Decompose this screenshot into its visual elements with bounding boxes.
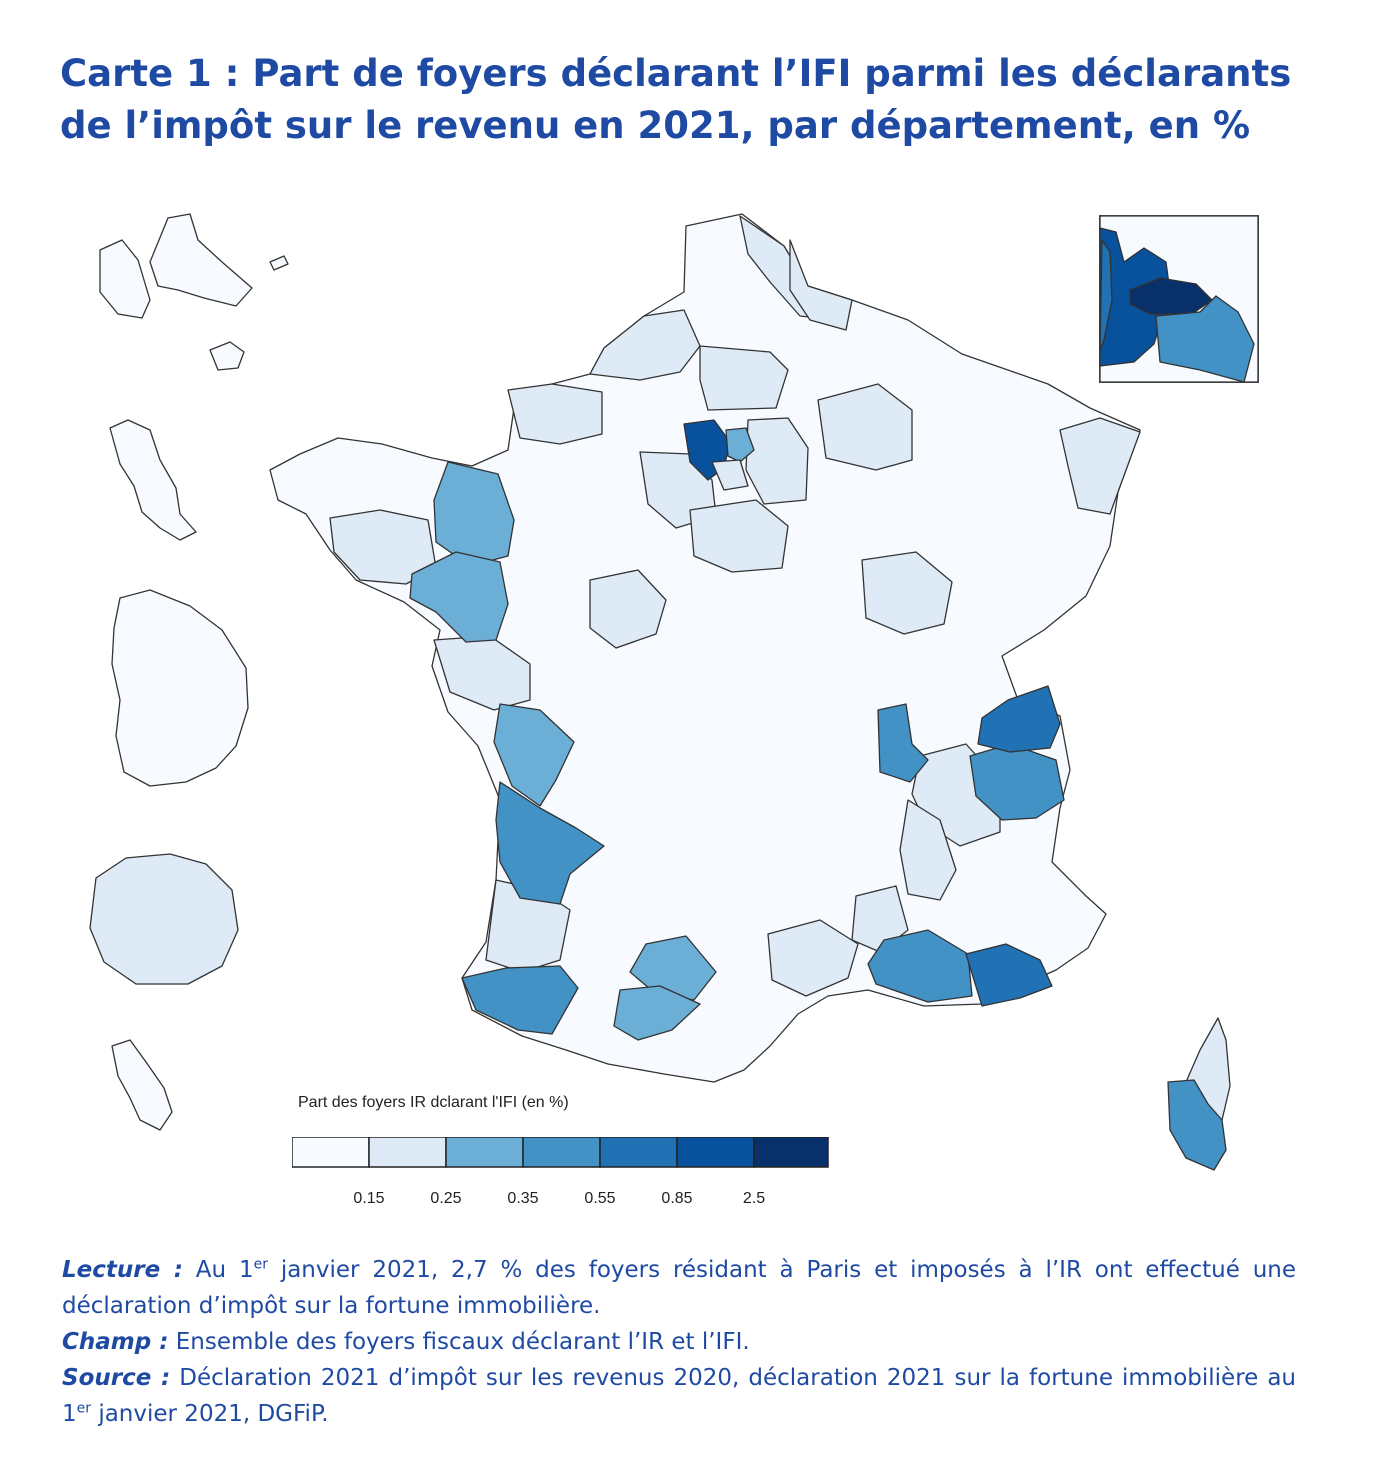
guadeloupe-inset	[100, 214, 288, 370]
champ-text: Ensemble des foyers fiscaux déclarant l’IR et l’IFI.	[168, 1329, 750, 1355]
source-label: Source :	[62, 1365, 171, 1391]
reunion-inset	[90, 854, 238, 984]
lecture-text: janvier 2021, 2,7 % des foyers résidant à Paris et imposés à l’IR ont effectué une déclaration d’impôt sur la fortune immobilière.	[62, 1257, 1296, 1319]
legend-tick: 0.85	[661, 1190, 693, 1207]
lecture-text-pre: Au 1	[182, 1257, 254, 1283]
legend-swatch-0	[292, 1137, 369, 1167]
notes	[62, 1252, 1296, 1432]
note-lecture	[62, 1252, 1296, 1324]
martinique-inset	[110, 420, 196, 540]
legend-swatch-4	[600, 1137, 677, 1167]
legend-swatch-2	[446, 1137, 523, 1167]
legend-tick: 0.25	[430, 1190, 462, 1207]
guyane-inset	[112, 590, 248, 786]
note-source	[62, 1360, 1296, 1432]
lecture-label: Lecture :	[62, 1257, 183, 1283]
champ-label: Champ :	[62, 1329, 169, 1355]
legend-tick: 0.55	[584, 1190, 616, 1207]
legend-swatch-3	[523, 1137, 600, 1167]
source-text-pre: Déclaration 2021 d’impôt sur les revenus 2020, déclaration 2021 sur la fortune immobilière au 1	[62, 1365, 1296, 1427]
lecture-sup: er	[253, 1256, 268, 1273]
mayotte-inset	[112, 1040, 172, 1130]
france-choropleth-map	[0, 190, 1392, 1250]
legend-tick-labels	[292, 1190, 832, 1210]
legend-tick: 0.35	[507, 1190, 539, 1207]
ile-de-france-inset	[1100, 216, 1258, 382]
legend-swatch-6	[754, 1137, 828, 1167]
map-title: Carte 1 : Part de foyers déclarant l’IFI parmi les déclarants de l’impôt sur le revenu en 2021, par département, en %	[60, 52, 1292, 147]
legend-swatch-5	[677, 1137, 754, 1167]
legend-swatch-1	[369, 1137, 446, 1167]
legend-title: Part des foyers IR dclarant l'IFI (en %)	[298, 1094, 569, 1111]
note-champ	[62, 1324, 1296, 1360]
legend-tick: 2.5	[742, 1190, 766, 1207]
legend-tick: 0.15	[353, 1190, 385, 1207]
source-sup: er	[76, 1400, 92, 1417]
source-text: janvier 2021, DGFiP.	[91, 1401, 329, 1427]
legend-color-scale	[292, 1137, 832, 1169]
dept-manche-north	[508, 384, 602, 444]
